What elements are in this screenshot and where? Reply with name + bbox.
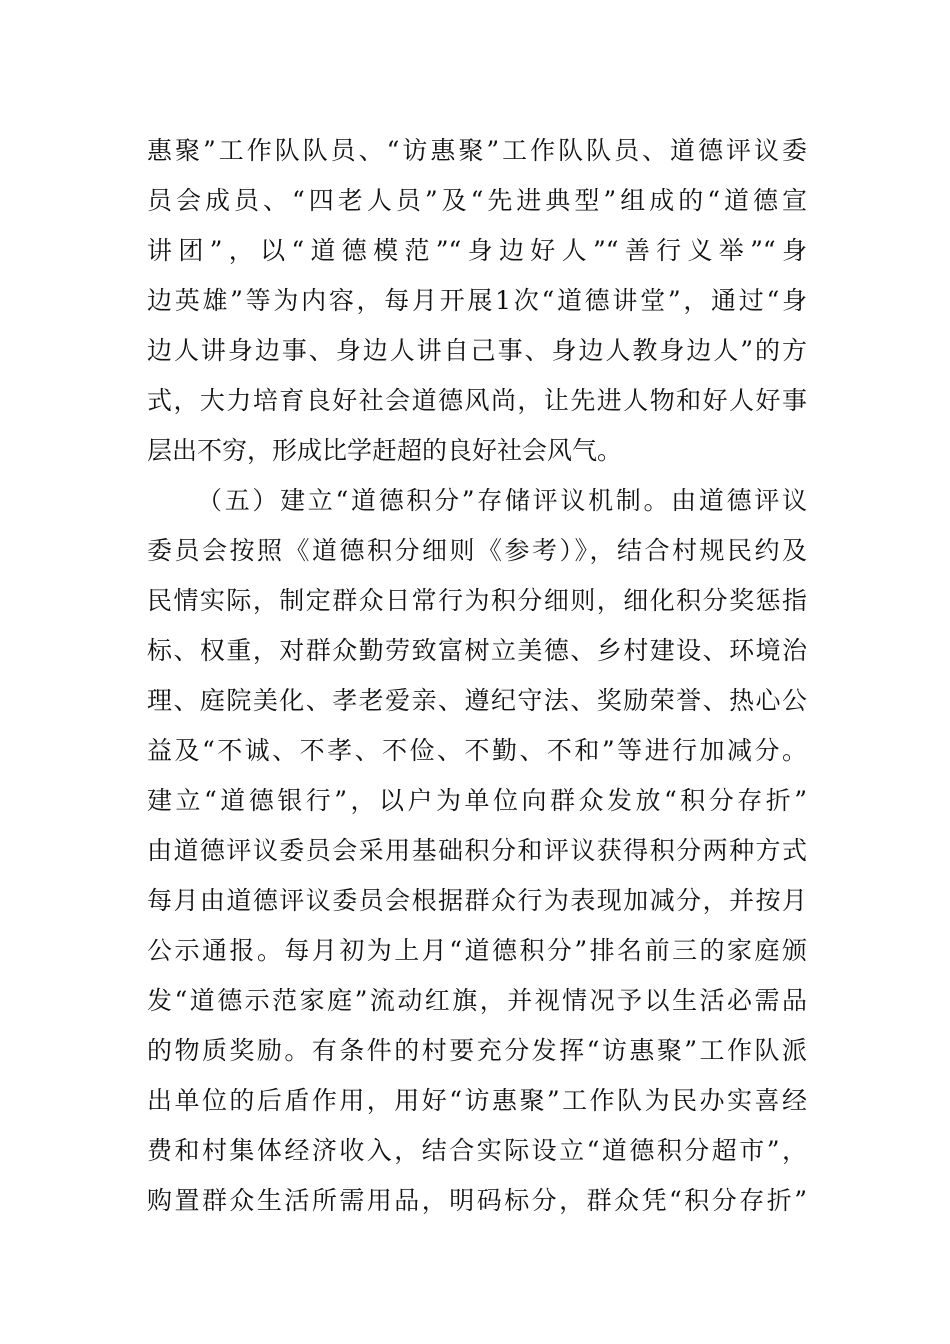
text-line: 边英雄”等为内容，每月开展1次“道德讲堂”，通过“身 [147, 286, 807, 315]
section-heading-line: （五）建立“道德积分”存储评议机制。由道德评议 [197, 486, 807, 515]
text-line: 购置群众生活所需用品，明码标分，群众凭“积分存折” [147, 1186, 807, 1215]
text-line: 委员会按照《道德积分细则《参考）》，结合村规民约及 [147, 536, 807, 565]
text-line: 民情实际，制定群众日常行为积分细则，细化积分奖惩指 [147, 586, 807, 615]
text-line: 理、庭院美化、孝老爱亲、遵纪守法、奖励荣誉、热心公 [147, 686, 807, 715]
text-line: 标、权重，对群众勤劳致富树立美德、乡村建设、环境治 [147, 636, 807, 665]
text-line: 惠聚”工作队队员、“访惠聚”工作队队员、道德评议委 [147, 136, 807, 165]
text-line: 的物质奖励。有条件的村要充分发挥“访惠聚”工作队派 [147, 1036, 807, 1065]
text-line: 边人讲身边事、身边人讲自己事、身边人教身边人”的方 [147, 336, 807, 365]
body-text [147, 126, 807, 1226]
text-line: 发“道德示范家庭”流动红旗，并视情况予以生活必需品 [147, 986, 807, 1015]
text-line: 每月由道德评议委员会根据群众行为表现加减分，并按月 [147, 886, 807, 915]
text-line: 层出不穷，形成比学赶超的良好社会风气。 [147, 436, 623, 465]
text-line: 费和村集体经济收入，结合实际设立“道德积分超市”， [147, 1136, 807, 1165]
text-line: 建立“道德银行”，以户为单位向群众发放“积分存折” [147, 786, 807, 815]
text-line: 式，大力培育良好社会道德风尚，让先进人物和好人好事 [147, 386, 807, 415]
text-line: 公示通报。每月初为上月“道德积分”排名前三的家庭颁 [147, 936, 807, 965]
text-line: 讲团”，以“道德模范”“身边好人”“善行义举”“身 [147, 236, 807, 265]
text-line: 益及“不诚、不孝、不俭、不勤、不和”等进行加减分。 [147, 736, 807, 765]
text-line: 员会成员、“四老人员”及“先进典型”组成的“道德宣 [147, 186, 807, 215]
text-line: 由道德评议委员会采用基础积分和评议获得积分两种方式 [147, 836, 807, 865]
text-line: 出单位的后盾作用，用好“访惠聚”工作队为民办实喜经 [147, 1086, 807, 1115]
